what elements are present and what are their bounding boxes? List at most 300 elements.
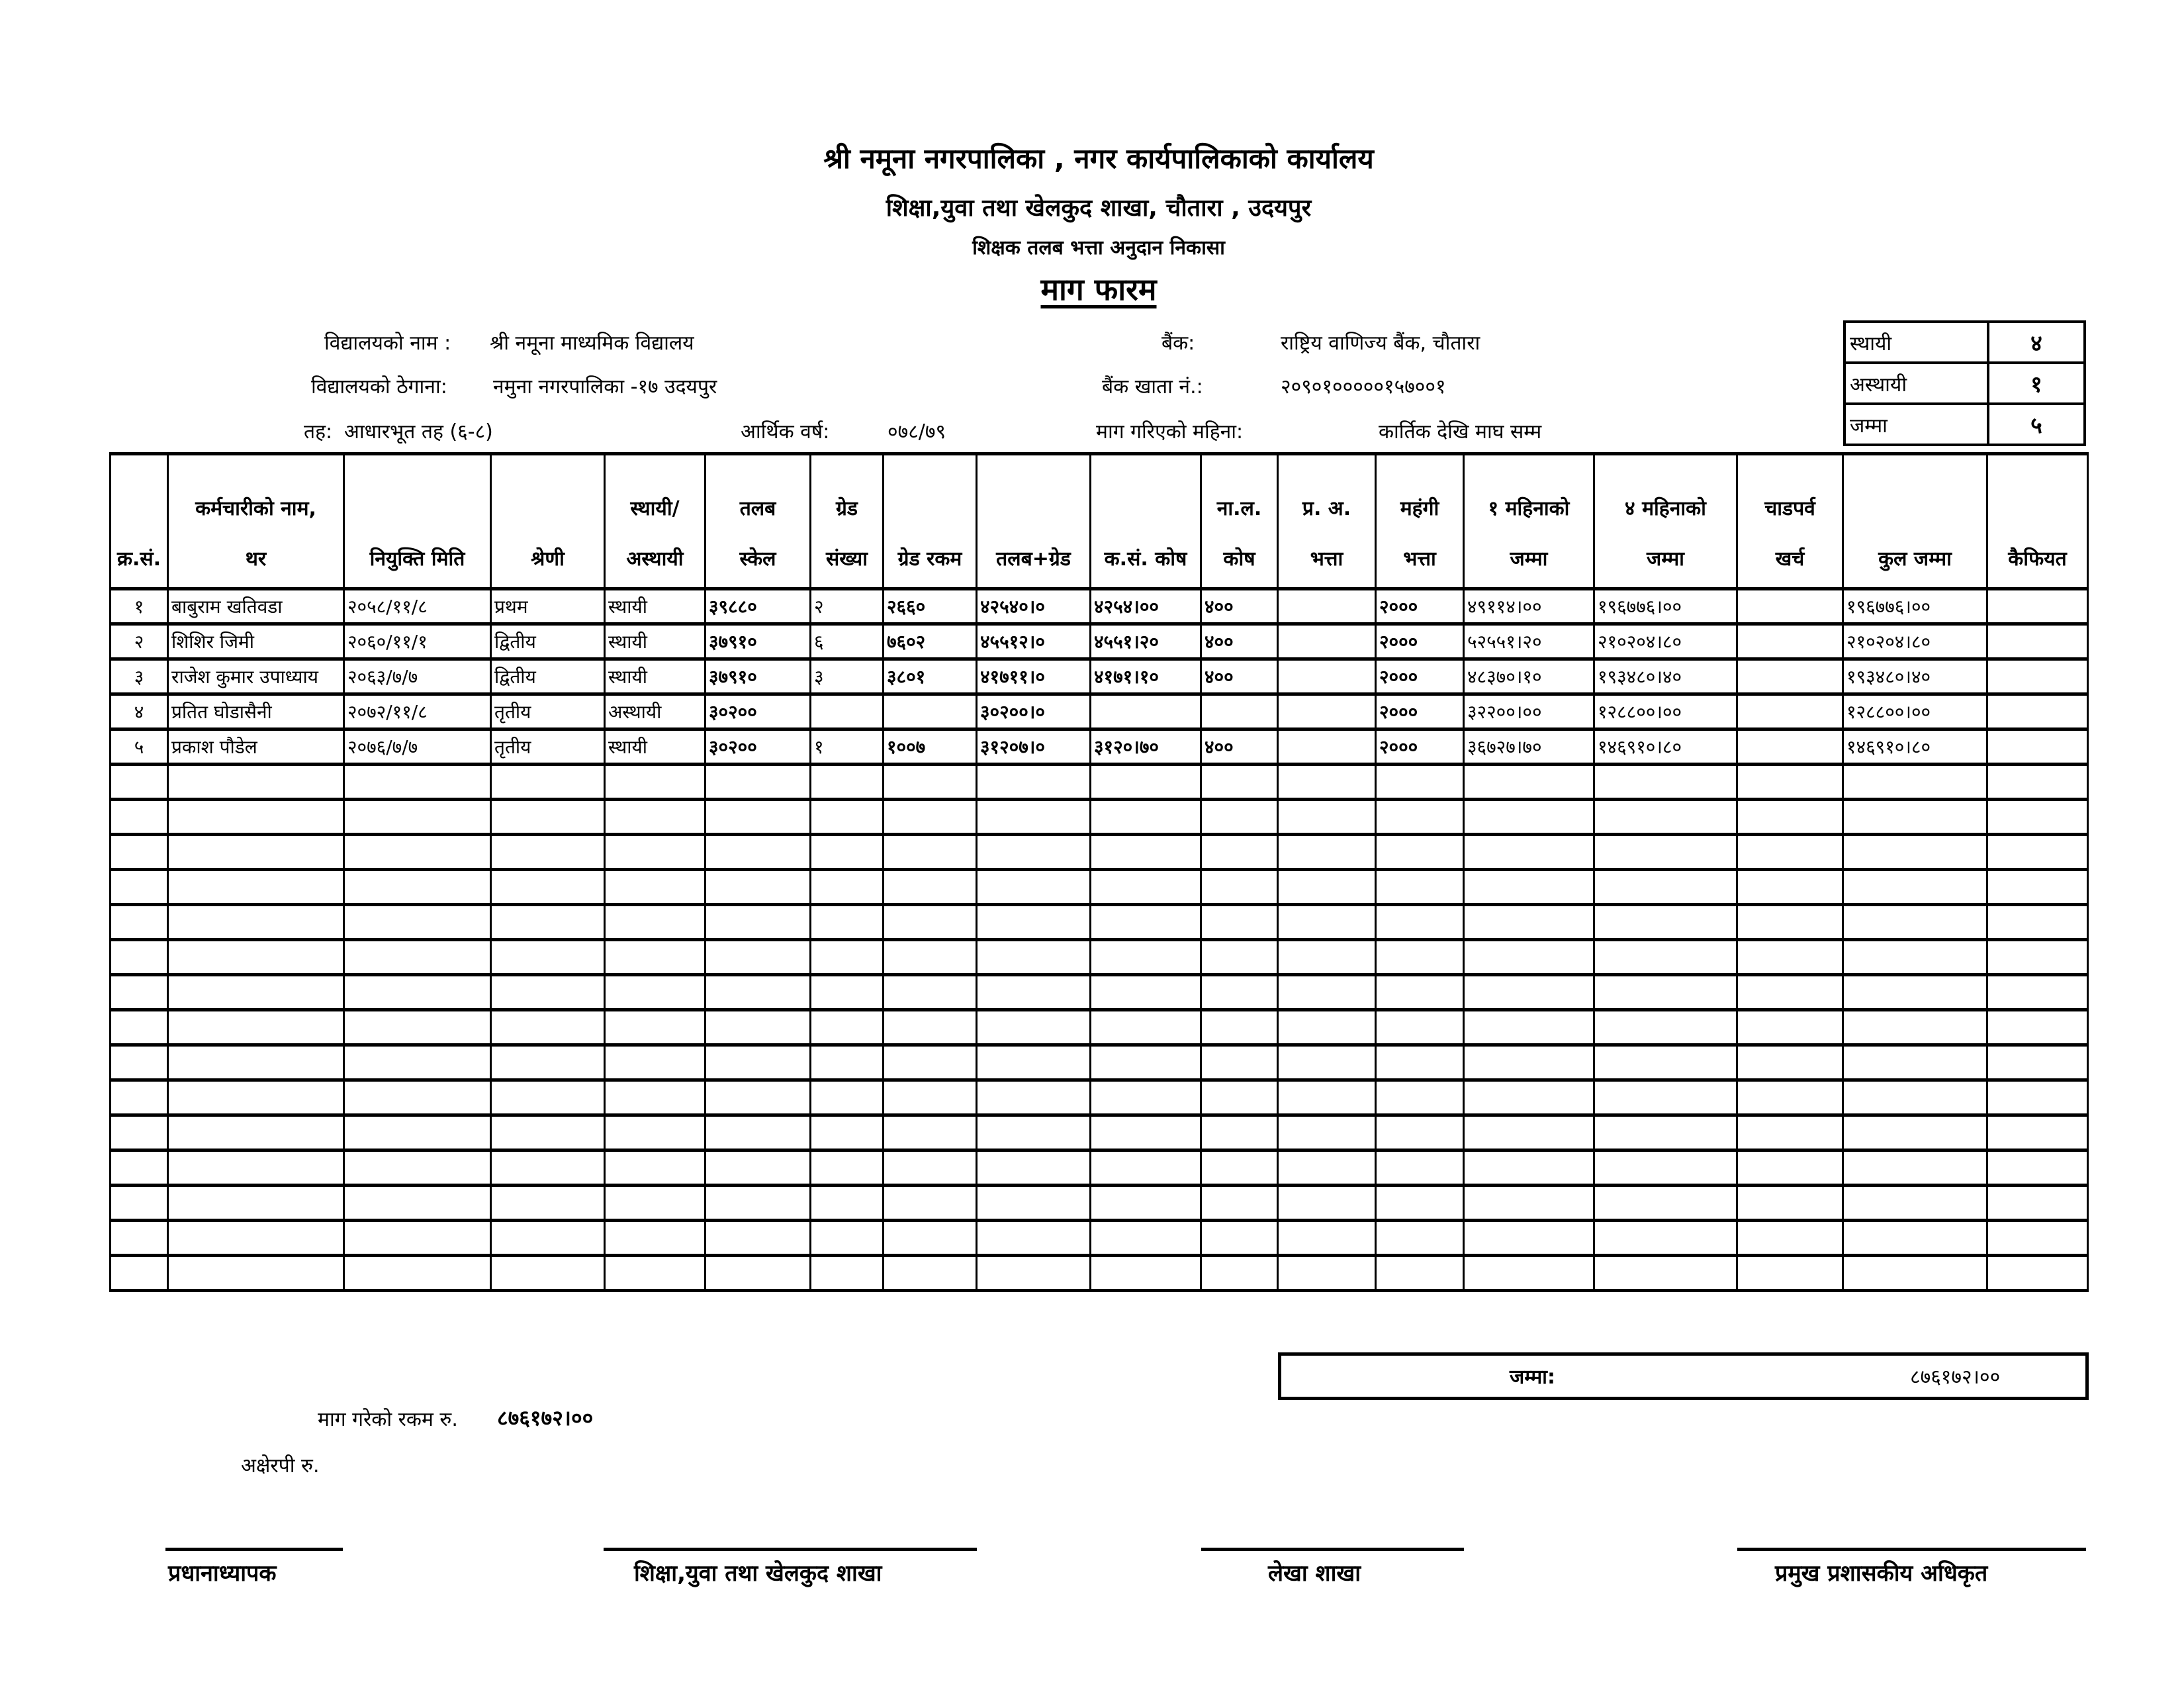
cell-principal-allowance (1278, 694, 1376, 729)
cell-provident-fund (1091, 1115, 1201, 1150)
cell-festival-expense (1737, 1186, 1843, 1221)
cell-festival-expense (1737, 800, 1843, 835)
cell-salary-plus-grade (977, 870, 1091, 905)
cell-salary-plus-grade (977, 800, 1091, 835)
form-title: माग फारम (1040, 271, 1157, 307)
column-header-grade-level: श्रेणी (491, 454, 605, 589)
cell-one-month-total (1464, 800, 1594, 835)
cell-pension-fund (1201, 835, 1278, 870)
demand-amount-label: माग गरेको रकम रु. (318, 1408, 458, 1431)
cell-serial: ४ (111, 694, 168, 729)
cell-grand-total (1843, 1256, 1987, 1291)
cell-appointment-date: २०५८/११/८ (344, 589, 491, 624)
school-name: श्री नमूना माध्यमिक विद्यालय (490, 332, 694, 355)
cell-festival-expense (1737, 1080, 1843, 1115)
cell-dearness-allowance (1376, 1221, 1464, 1256)
cell-pension-fund (1201, 1186, 1278, 1221)
cell-grade-amount (884, 870, 977, 905)
cell-pension-fund (1201, 940, 1278, 975)
cell-provident-fund (1091, 975, 1201, 1010)
cell-grade-level (491, 1010, 605, 1045)
cell-festival-expense (1737, 765, 1843, 800)
cell-serial (111, 870, 168, 905)
cell-remarks (1987, 624, 2088, 659)
cell-name (168, 765, 344, 800)
cell-grade-count (811, 1045, 884, 1080)
cell-festival-expense (1737, 1010, 1843, 1045)
cell-appointment-date (344, 800, 491, 835)
cell-salary-scale (705, 975, 811, 1010)
cell-status (605, 835, 705, 870)
cell-status: अस्थायी (605, 694, 705, 729)
cell-four-month-total (1594, 975, 1737, 1010)
cell-one-month-total: ३६७२७।७० (1464, 729, 1594, 765)
cell-four-month-total (1594, 940, 1737, 975)
cell-grade-amount (884, 765, 977, 800)
cell-grade-amount: २६६० (884, 589, 977, 624)
cell-grade-count (811, 1080, 884, 1115)
cell-principal-allowance (1278, 589, 1376, 624)
column-header-grade-amount: ग्रेड रकम (884, 454, 977, 589)
cell-dearness-allowance (1376, 1256, 1464, 1291)
cell-status: स्थायी (605, 624, 705, 659)
cell-grade-amount (884, 1256, 977, 1291)
cell-one-month-total: ५२५५१।२० (1464, 624, 1594, 659)
cell-festival-expense (1737, 940, 1843, 975)
cell-four-month-total (1594, 1186, 1737, 1221)
cell-appointment-date (344, 975, 491, 1010)
cell-provident-fund: ४२५४।०० (1091, 589, 1201, 624)
cell-salary-scale (705, 940, 811, 975)
cell-grand-total (1843, 1221, 1987, 1256)
column-header-festival-expense: चाडपर्व खर्च (1737, 454, 1843, 589)
cell-dearness-allowance (1376, 905, 1464, 940)
cell-dearness-allowance: २००० (1376, 589, 1464, 624)
summary-label: जम्मा (1844, 404, 1988, 445)
signature-line (165, 1548, 343, 1551)
cell-grade-level (491, 1045, 605, 1080)
cell-provident-fund (1091, 800, 1201, 835)
cell-appointment-date (344, 905, 491, 940)
empty-table-row (111, 1115, 2088, 1150)
cell-grade-count (811, 1186, 884, 1221)
cell-appointment-date (344, 1045, 491, 1080)
empty-table-row (111, 870, 2088, 905)
cell-grade-count: ३ (811, 659, 884, 694)
cell-grand-total (1843, 1045, 1987, 1080)
bank-name: राष्ट्रिय वाणिज्य बैंक, चौतारा (1281, 332, 1480, 355)
cell-one-month-total (1464, 1045, 1594, 1080)
cell-grade-count (811, 1221, 884, 1256)
cell-salary-scale (705, 1221, 811, 1256)
cell-pension-fund (1201, 800, 1278, 835)
cell-four-month-total (1594, 835, 1737, 870)
account-number: २०९०१०००००१५७००१ (1281, 375, 1446, 399)
cell-status (605, 1221, 705, 1256)
column-header-one-month-total: १ महिनाको जम्मा (1464, 454, 1594, 589)
cell-serial (111, 1010, 168, 1045)
summary-label: अस्थायी (1844, 363, 1988, 404)
cell-grade-amount (884, 1221, 977, 1256)
cell-festival-expense (1737, 975, 1843, 1010)
cell-appointment-date (344, 765, 491, 800)
cell-provident-fund: ३१२०।७० (1091, 729, 1201, 765)
level-label: तह: (304, 420, 333, 444)
cell-remarks (1987, 1010, 2088, 1045)
cell-salary-plus-grade (977, 1221, 1091, 1256)
cell-dearness-allowance: २००० (1376, 729, 1464, 765)
cell-principal-allowance (1278, 870, 1376, 905)
cell-four-month-total (1594, 1256, 1737, 1291)
cell-serial: ५ (111, 729, 168, 765)
cell-dearness-allowance: २००० (1376, 694, 1464, 729)
cell-remarks (1987, 765, 2088, 800)
cell-one-month-total (1464, 1186, 1594, 1221)
cell-grade-amount (884, 975, 977, 1010)
cell-remarks (1987, 1256, 2088, 1291)
cell-four-month-total: १९३४८०।४० (1594, 659, 1737, 694)
cell-principal-allowance (1278, 624, 1376, 659)
school-name-label: विद्यालयको नाम : (324, 332, 451, 355)
signature-line (604, 1548, 977, 1551)
cell-pension-fund (1201, 1080, 1278, 1115)
cell-salary-scale (705, 1115, 811, 1150)
cell-grand-total (1843, 975, 1987, 1010)
cell-status: स्थायी (605, 589, 705, 624)
cell-pension-fund (1201, 765, 1278, 800)
cell-salary-plus-grade (977, 940, 1091, 975)
cell-grade-count (811, 1150, 884, 1186)
cell-grade-level: द्वितीय (491, 624, 605, 659)
cell-grade-amount (884, 835, 977, 870)
cell-festival-expense (1737, 1256, 1843, 1291)
cell-grade-amount (884, 1115, 977, 1150)
cell-grand-total: १९३४८०।४० (1843, 659, 1987, 694)
cell-four-month-total (1594, 765, 1737, 800)
cell-status (605, 1045, 705, 1080)
office-title: श्री नमूना नगरपालिका , नगर कार्यपालिकाको कार्यालय (823, 142, 1374, 175)
cell-serial: २ (111, 624, 168, 659)
empty-table-row (111, 1186, 2088, 1221)
cell-festival-expense (1737, 1221, 1843, 1256)
column-header-status: स्थायी/ अस्थायी (605, 454, 705, 589)
cell-grade-count (811, 1010, 884, 1045)
column-header-name: कर्मचारीको नाम, थर (168, 454, 344, 589)
column-header-dearness-allowance: महंगी भत्ता (1376, 454, 1464, 589)
cell-grade-level (491, 870, 605, 905)
cell-salary-plus-grade (977, 835, 1091, 870)
cell-grade-count (811, 1115, 884, 1150)
cell-status (605, 940, 705, 975)
cell-grand-total (1843, 765, 1987, 800)
cell-status (605, 1150, 705, 1186)
cell-remarks (1987, 659, 2088, 694)
cell-pension-fund (1201, 870, 1278, 905)
summary-value: १ (1988, 363, 2085, 404)
branch-title: शिक्षा,युवा तथा खेलकुद शाखा, चौतारा , उदयपुर (886, 195, 1312, 222)
cell-principal-allowance (1278, 1221, 1376, 1256)
cell-one-month-total (1464, 940, 1594, 975)
cell-remarks (1987, 905, 2088, 940)
cell-grade-level (491, 1256, 605, 1291)
column-header-salary-scale: तलब स्केल (705, 454, 811, 589)
cell-grade-count: २ (811, 589, 884, 624)
signature-accounts-branch: लेखा शाखा (1268, 1560, 1361, 1587)
empty-table-row (111, 765, 2088, 800)
cell-name (168, 835, 344, 870)
cell-serial (111, 940, 168, 975)
cell-name (168, 1045, 344, 1080)
cell-salary-plus-grade: ४२५४०।० (977, 589, 1091, 624)
cell-salary-scale (705, 905, 811, 940)
cell-grade-amount (884, 694, 977, 729)
demand-amount-value: ८७६१७२।०० (497, 1405, 594, 1430)
cell-grade-count (811, 940, 884, 975)
cell-name (168, 1115, 344, 1150)
cell-name (168, 1010, 344, 1045)
summary-row-temporary (1844, 363, 2085, 404)
empty-table-row (111, 940, 2088, 975)
cell-grade-level (491, 905, 605, 940)
cell-grade-level (491, 940, 605, 975)
cell-grade-level (491, 765, 605, 800)
cell-grade-amount (884, 1010, 977, 1045)
cell-dearness-allowance (1376, 1010, 1464, 1045)
empty-table-row (111, 1221, 2088, 1256)
cell-festival-expense (1737, 729, 1843, 765)
cell-grade-level (491, 1115, 605, 1150)
cell-pension-fund (1201, 1045, 1278, 1080)
cell-dearness-allowance (1376, 1186, 1464, 1221)
cell-grade-amount (884, 1150, 977, 1186)
cell-appointment-date (344, 1221, 491, 1256)
empty-table-row (111, 1045, 2088, 1080)
cell-one-month-total: ३२२००।०० (1464, 694, 1594, 729)
cell-principal-allowance (1278, 765, 1376, 800)
signature-headteacher: प्रधानाध्यापक (168, 1560, 277, 1587)
cell-four-month-total: १२८८००।०० (1594, 694, 1737, 729)
cell-festival-expense (1737, 905, 1843, 940)
grand-total-value: ८७६१७२।०० (1910, 1366, 2001, 1389)
cell-festival-expense (1737, 1150, 1843, 1186)
cell-dearness-allowance (1376, 1045, 1464, 1080)
cell-grade-level: तृतीय (491, 729, 605, 765)
cell-serial (111, 905, 168, 940)
cell-status (605, 1080, 705, 1115)
cell-serial (111, 975, 168, 1010)
cell-remarks (1987, 1186, 2088, 1221)
column-header-grand-total: कुल जम्मा (1843, 454, 1987, 589)
cell-status (605, 975, 705, 1010)
cell-grade-count: ६ (811, 624, 884, 659)
column-header-grade-count: ग्रेड संख्या (811, 454, 884, 589)
cell-provident-fund (1091, 765, 1201, 800)
empty-table-row (111, 1080, 2088, 1115)
cell-salary-plus-grade: ४५५१२।० (977, 624, 1091, 659)
cell-grade-amount (884, 1186, 977, 1221)
cell-appointment-date (344, 870, 491, 905)
cell-salary-plus-grade (977, 1010, 1091, 1045)
cell-serial (111, 835, 168, 870)
cell-status (605, 870, 705, 905)
cell-serial (111, 765, 168, 800)
cell-grade-count (811, 765, 884, 800)
cell-dearness-allowance (1376, 1115, 1464, 1150)
cell-provident-fund: ४५५१।२० (1091, 624, 1201, 659)
column-header-appointment-date: नियुक्ति मिति (344, 454, 491, 589)
cell-grand-total (1843, 835, 1987, 870)
cell-grand-total (1843, 870, 1987, 905)
cell-status: स्थायी (605, 729, 705, 765)
cell-festival-expense (1737, 659, 1843, 694)
cell-pension-fund (1201, 1010, 1278, 1045)
cell-remarks (1987, 940, 2088, 975)
cell-provident-fund (1091, 870, 1201, 905)
empty-table-row (111, 800, 2088, 835)
empty-table-row (111, 1256, 2088, 1291)
cell-salary-scale (705, 800, 811, 835)
cell-four-month-total (1594, 800, 1737, 835)
cell-dearness-allowance (1376, 1080, 1464, 1115)
months-label: माग गरिएको महिना: (1096, 420, 1244, 444)
cell-dearness-allowance (1376, 1150, 1464, 1186)
cell-salary-plus-grade (977, 1115, 1091, 1150)
cell-name (168, 800, 344, 835)
cell-remarks (1987, 1221, 2088, 1256)
cell-festival-expense (1737, 694, 1843, 729)
cell-grade-level: तृतीय (491, 694, 605, 729)
cell-name (168, 975, 344, 1010)
cell-grade-count (811, 905, 884, 940)
cell-grade-count (811, 975, 884, 1010)
cell-festival-expense (1737, 870, 1843, 905)
cell-status (605, 800, 705, 835)
cell-grade-amount: १००७ (884, 729, 977, 765)
cell-festival-expense (1737, 1115, 1843, 1150)
cell-grade-count: १ (811, 729, 884, 765)
cell-salary-plus-grade: ३१२०७।० (977, 729, 1091, 765)
months: कार्तिक देखि माघ सम्म (1379, 420, 1542, 444)
cell-four-month-total (1594, 1150, 1737, 1186)
column-header-salary-plus-grade: तलब+ग्रेड (977, 454, 1091, 589)
cell-four-month-total (1594, 1010, 1737, 1045)
cell-salary-scale (705, 1080, 811, 1115)
cell-appointment-date (344, 1256, 491, 1291)
signature-education-branch: शिक्षा,युवा तथा खेलकुद शाखा (634, 1560, 882, 1587)
cell-one-month-total (1464, 1221, 1594, 1256)
cell-appointment-date: २०६३/७/७ (344, 659, 491, 694)
cell-name: प्रतित घोडासैनी (168, 694, 344, 729)
cell-grade-amount: ३८०१ (884, 659, 977, 694)
cell-serial (111, 1080, 168, 1115)
cell-festival-expense (1737, 624, 1843, 659)
cell-one-month-total: ४८३७०।१० (1464, 659, 1594, 694)
cell-remarks (1987, 589, 2088, 624)
cell-four-month-total: १४६९१०।८० (1594, 729, 1737, 765)
cell-one-month-total: ४९११४।०० (1464, 589, 1594, 624)
cell-grade-amount (884, 905, 977, 940)
cell-pension-fund (1201, 1150, 1278, 1186)
cell-pension-fund (1201, 1221, 1278, 1256)
cell-status (605, 1115, 705, 1150)
salary-demand-table (109, 452, 2089, 1292)
cell-name: प्रकाश पौडेल (168, 729, 344, 765)
cell-appointment-date (344, 1150, 491, 1186)
cell-provident-fund (1091, 1256, 1201, 1291)
summary-label: स्थायी (1844, 322, 1988, 363)
column-header-serial: क्र.सं. (111, 454, 168, 589)
cell-provident-fund (1091, 940, 1201, 975)
cell-one-month-total (1464, 1256, 1594, 1291)
cell-salary-scale (705, 1256, 811, 1291)
cell-principal-allowance (1278, 1115, 1376, 1150)
empty-table-row (111, 905, 2088, 940)
cell-serial (111, 1186, 168, 1221)
cell-name (168, 870, 344, 905)
column-header-pension-fund: ना.ल. कोष (1201, 454, 1278, 589)
cell-pension-fund: ४०० (1201, 659, 1278, 694)
cell-grand-total: २१०२०४।८० (1843, 624, 1987, 659)
cell-pension-fund (1201, 694, 1278, 729)
cell-salary-scale (705, 835, 811, 870)
cell-four-month-total: १९६७७६।०० (1594, 589, 1737, 624)
column-header-remarks: कैफियत (1987, 454, 2088, 589)
cell-grand-total (1843, 800, 1987, 835)
cell-salary-plus-grade (977, 975, 1091, 1010)
column-header-principal-allowance: प्र. अ. भत्ता (1278, 454, 1376, 589)
cell-appointment-date: २०७६/७/७ (344, 729, 491, 765)
cell-name: शिशिर जिमी (168, 624, 344, 659)
cell-provident-fund (1091, 1010, 1201, 1045)
school-address: नमुना नगरपालिका -१७ उदयपुर (493, 375, 717, 399)
cell-appointment-date: २०६०/११/१ (344, 624, 491, 659)
column-header-provident-fund: क.सं. कोष (1091, 454, 1201, 589)
cell-four-month-total (1594, 905, 1737, 940)
cell-remarks (1987, 870, 2088, 905)
cell-salary-plus-grade (977, 1150, 1091, 1186)
cell-status (605, 1256, 705, 1291)
cell-principal-allowance (1278, 729, 1376, 765)
cell-provident-fund (1091, 1045, 1201, 1080)
cell-grand-total (1843, 1010, 1987, 1045)
cell-dearness-allowance (1376, 975, 1464, 1010)
table-row (111, 729, 2088, 765)
cell-appointment-date: २०७२/११/८ (344, 694, 491, 729)
cell-pension-fund: ४०० (1201, 624, 1278, 659)
cell-status (605, 1186, 705, 1221)
cell-grade-level (491, 1150, 605, 1186)
cell-name (168, 940, 344, 975)
cell-grade-count (811, 835, 884, 870)
cell-salary-plus-grade (977, 1080, 1091, 1115)
cell-grade-level (491, 835, 605, 870)
subject-title: शिक्षक तलब भत्ता अनुदान निकासा (972, 236, 1225, 259)
amount-in-words-label: अक्षेरपी रु. (241, 1454, 320, 1477)
cell-salary-plus-grade (977, 1256, 1091, 1291)
cell-dearness-allowance (1376, 800, 1464, 835)
cell-provident-fund (1091, 905, 1201, 940)
cell-grade-level (491, 975, 605, 1010)
cell-dearness-allowance: २००० (1376, 659, 1464, 694)
cell-remarks (1987, 729, 2088, 765)
cell-name (168, 1150, 344, 1186)
cell-grand-total (1843, 1115, 1987, 1150)
cell-principal-allowance (1278, 1010, 1376, 1045)
cell-grade-amount (884, 800, 977, 835)
cell-salary-plus-grade (977, 1186, 1091, 1221)
cell-salary-plus-grade: ३०२००।० (977, 694, 1091, 729)
cell-status (605, 1010, 705, 1045)
